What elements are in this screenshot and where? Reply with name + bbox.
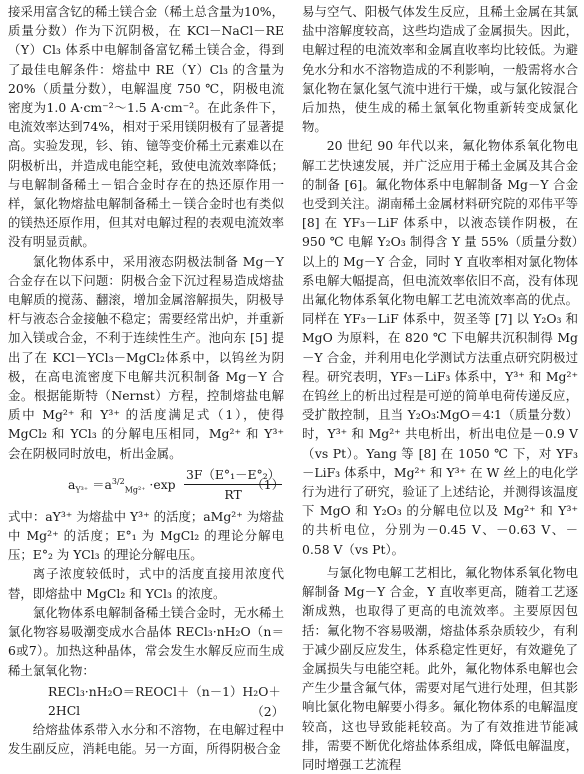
eq1-numerator: 3F（E°₁－E°₂） xyxy=(184,465,282,485)
eq2-number: （2） xyxy=(251,703,284,719)
equation-2 xyxy=(8,680,284,720)
left-column xyxy=(8,2,284,758)
eq1-lhs: a xyxy=(68,476,76,492)
equation-1: $a_{Y^{3+}} =a^{3/2}_{Mg^{2+}} \cdot\exp$ $\frac{\text{3F（E°₁－E°₂）}}{RT}$ （1） xyxy=(8,463,284,507)
left-paragraph-5: 氯化物体系电解制备稀土镁合金时，无水稀土氯化物容易吸潮变成水合晶体 RECl₃·nH₂O（n＝6或7）。加热这种晶体，常会发生水解反应而生成稀土氯氧化物： xyxy=(8,604,284,678)
eq2-text: RECl₃·nH₂O＝REOCl＋（n－1）H₂O＋2HCl xyxy=(48,683,281,718)
left-paragraph-3: 式中：aY³⁺ 为熔盐中 Y³⁺ 的活度；aMg²⁺ 为熔盐中 Mg²⁺ 的活度；E°₁ 为 MgCl₂ 的理论分解电压；E°₂ 为 YCl₃ 的理论分解电压。 xyxy=(8,508,284,563)
eq1-denominator: RT xyxy=(224,487,242,503)
left-paragraph-4: 离子浓度较低时，式中的活度直接用浓度代替，即熔盐中 MgCl₂ 和 YCl₃ 的浓度。 xyxy=(8,566,284,601)
right-paragraph-2: 20 世纪 90 年代以来，氟化物体系氧化物电解工艺快速发展，并广泛应用于稀土金属及其合金的制备 [6]。氟化物体系中电解制备 Mg－Y 合金也受到关注。湖南稀土金属材料研究院的邓伟平等 [8] 在 YF₃－LiF 体系中，以液态镁作阴极，在 950 ℃ 电解 Y₂O₃ 制得含 Y 量 55%（质量分数）以上的 Mg－Y 合金，同时 Y 直收率相对氯化物体系电解大幅提高，但电流效率依旧不高，没有体现出氟化物体系氧化物电解工艺电流效率高的优点。同样在 YF₃－LiF 体系中，贺圣等 [7] 以 Y₂O₃ 和 MgO 为原料，在 820 ℃ 下电解共沉积制得 Mg－Y 合金，并利用电化学测试方法重点研究阴极过程。研究表明，YF₃－LiF₃ 体系中，Y³⁺ 和 Mg²⁺ 在钨丝上的析出过程是可逆的简单电荷传递反应，受扩散控制，且当 Y₂O₃∶MgO＝4∶1（质量分数）时，Y³⁺ 和 Mg²⁺ 共电析出，析出电位是－0.9 V（vs Pt）。Yang 等 [8] 在 1050 ℃ 下，对 YF₃－LiF₃ 体系中，Mg²⁺ 和 Y³⁺ 在 W 丝上的电化学行为进行了研究，验证了上述结论，并测得该温度下 MgO 和 Y₂O₃ 的分解电位以及 Mg²⁺ 和 Y³⁺ 的共析电位，分别为－0.45 V、－0.63 V、－0.58 V（vs Pt）。 xyxy=(302,138,578,557)
right-paragraph-1: 易与空气、阳极气体发生反应，且稀土金属在其氯盐中溶解度较高，这些均造成了金属损失。因此，电解过程的电流效率和金属直收率均比较低。为避免水分和水不溶物造成的不利影响，一般需将水合氯化物在氯化氢气流中进行干燥，或与氯化铵混合后加热，使生成的稀土氯氧化物重新转变成氯化物。 xyxy=(302,4,578,135)
left-paragraph-6: 给熔盐体系带入水分和不溶物，在电解过程中发生副反应，消耗电能。另一方面，所得阴极合金 xyxy=(8,721,284,756)
left-paragraph-2: 氯化物体系中，采用液态阴极法制备 Mg－Y 合金存在以下问题：阴极合金下沉过程易造成熔盐电解质的搅荡、翻滚，增加金属溶解损失，阴极导杆与液态合金接触不稳定；需要经常出炉，并重新加入镁或合金，不利于连续性生产。池向东 [5] 提出了在 KCl－YCl₃－MgCl₂体系中，以钨丝为阴极，在高电流密度下电解共沉积制备 Mg－Y 合金。根据能斯特（Nernst）方程，控制熔盐电解质中 Mg²⁺ 和 Y³⁺ 的活度满足式（1），使得 MgCl₂ 和 YCl₃ 的分解电压相同，Mg²⁺ 和 Y³⁺ 会在阴极同时放电，析出金属。 xyxy=(8,253,284,461)
eq1-number: （1） xyxy=(251,476,284,492)
right-paragraph-3: 与氯化物电解工艺相比，氟化物体系氧化物电解制备 Mg－Y 合金，Y 直收率更高，随着工艺逐渐成熟，也取得了更高的电流效率。主要原因包括：氟化物不容易吸潮，熔盐体系杂质较少，有利于减少副反应发生，体系稳定性更好，有效避免了金属损失与电能空耗。此外，氟化物体系电解也会产生少量含氟气体，需要对尾气进行处理，但其影响比氯化物电解要小得多。氟化物体系的电解温度较高，这也导致能耗较高。为了有效推进节能减排，需要不断优化熔盐体系组成，降低电解温度，同时增强工艺流程 xyxy=(302,564,578,772)
right-column xyxy=(302,2,578,774)
left-paragraph-1: 接采用富含钇的稀土镁合金（稀土总含量为10%，质量分数）作为下沉阴极，在 KCl－NaCl－RE（Y）Cl₃ 体系中电解制备富钇稀土镁合金，得到了最佳电解条件：熔盐中 RE（Y）Cl₃ 的含量为20%（质量分数），电解温度 750 ℃，阴极电流密度为1.0 A·cm⁻²～1.5 A·cm⁻²。在此条件下，电流效率达到74%，相对于采用镁阴极有了显著提高。实验发现，钐、铕、镱等变价稀土元素难以在阴极析出，并造成电能空耗，致使电流效率降低；与电解制备稀土－铝合金时存在的热还原作用一样，氯化物熔盐电解制备稀土－镁合金时也有类似的镁热还原作用，但其对电解过程的表观电流效率没有明显贡献。 xyxy=(8,4,284,250)
